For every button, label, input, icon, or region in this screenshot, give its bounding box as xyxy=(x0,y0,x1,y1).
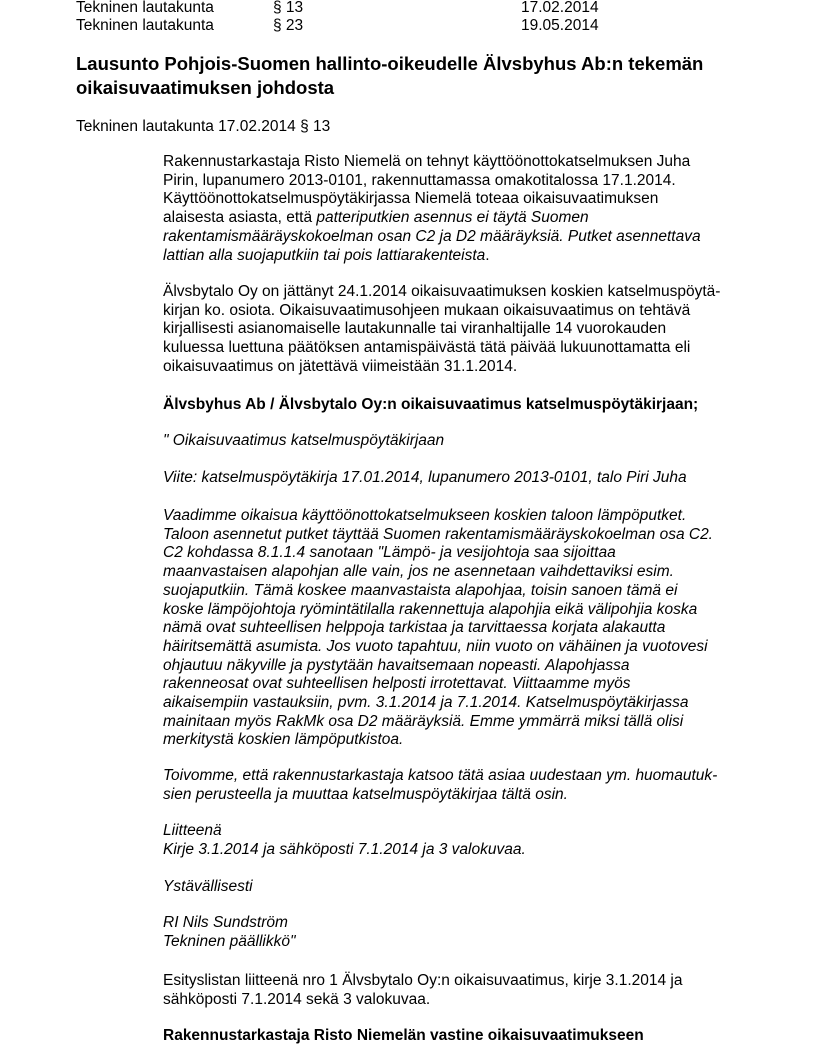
text-line: kirjallisesti asianomaiselle lautakunnalle tai viranhaltijalle 14 vuorokauden xyxy=(163,320,667,338)
text-line: aikaisempiin vastauksiin, pvm. 3.1.2014 ja 7.1.2014. Katselmuspöytäkirjassa xyxy=(163,694,689,712)
quote-title: " Oikaisuvaatimus katselmuspöytäkirjaan xyxy=(163,432,445,449)
text-line: oikaisuvaatimus on jätettävä viimeistään 31.1.2014. xyxy=(163,357,518,375)
signer-title: Tekninen päällikkö" xyxy=(163,932,296,950)
text-line: maanvastaisen alapohjan alle vain, jos ne asennetaan vaihdettaviksi esim. xyxy=(163,563,674,581)
text-line: Vaadimme oikaisua käyttöönottokatselmukseen koskien taloon lämpöputket. xyxy=(163,507,687,524)
paragraph-inspection xyxy=(163,153,701,265)
text-span: . xyxy=(485,246,490,264)
text-line: C2 kohdassa 8.1.1.4 sanotaan "Lämpö- ja vesijohtoja saa sijoittaa xyxy=(163,544,616,562)
attachment-label: Liitteenä xyxy=(163,822,222,839)
text-line: häiritsemättä asumista. Jos vuoto tapahtuu, niin vuoto on vähäinen ja vuotovesi xyxy=(163,637,708,655)
meeting-section: § 13 xyxy=(273,0,304,16)
attachment-text: Kirje 3.1.2014 ja sähköposti 7.1.2014 ja 3 valokuvaa. xyxy=(163,840,526,858)
meeting-body: Tekninen lautakunta xyxy=(76,17,214,34)
meeting-date: 17.02.2014 xyxy=(521,0,599,16)
text-line: koske lämpöjohtoja ryömintätilalla rakennettuja alapohjia eikä välipohjia koska xyxy=(163,600,698,618)
section-heading: Rakennustarkastaja Risto Niemelän vastine oikaisuvaatimukseen xyxy=(163,1027,644,1044)
text-line: nämä ovat suhteellisen helppoja tarkistaa ja tarvittaessa korjata alakautta xyxy=(163,619,666,637)
paragraph-agenda-attachment xyxy=(163,972,683,1009)
attachments xyxy=(163,822,526,859)
paragraph-claim xyxy=(163,507,713,750)
text-line: rakentamismääräyskokoelman osan C2 ja D2 määräyksiä. Putket asennettava xyxy=(163,227,701,245)
text-line: suojaputkiin. Tämä koskee maanvastaista alapohjaa, toisin sanoen tämä ei xyxy=(163,581,678,599)
reference-line: Viite: katselmuspöytäkirja 17.01.2014, lupanumero 2013-0101, talo Piri Juha xyxy=(163,469,687,486)
text-line: Rakennustarkastaja Risto Niemelä on tehnyt käyttöönottokatselmuksen Juha xyxy=(163,153,691,170)
meeting-body: Tekninen lautakunta xyxy=(76,0,214,16)
text-line: kirjan ko. osiota. Oikaisuvaatimusohjeen mukaan oikaisuvaatimus on tehtävä xyxy=(163,301,691,319)
greeting: Ystävällisesti xyxy=(163,878,253,895)
paragraph-request xyxy=(163,767,717,804)
text-line xyxy=(163,209,701,228)
title-line: oikaisuvaatimuksen johdosta xyxy=(76,77,335,98)
paragraph-appeal-deadline xyxy=(163,283,720,377)
text-line: sähköposti 7.1.2014 sekä 3 valokuvaa. xyxy=(163,990,431,1008)
signature xyxy=(163,914,295,951)
text-line: rakenneosat ovat suhteellisen helposti irrotettavat. Viittaamme myös xyxy=(163,675,631,693)
signer-name: RI Nils Sundström xyxy=(163,914,288,931)
title-line: Lausunto Pohjois-Suomen hallinto-oikeudelle Älvsbyhus Ab:n tekemän xyxy=(76,53,704,74)
text-line: kuluessa luettuna päätöksen antamispäivästä tätä päivää lukuunottamatta eli xyxy=(163,339,691,357)
meeting-reference: Tekninen lautakunta 17.02.2014 § 13 xyxy=(76,118,331,135)
text-line: sien perusteella ja muuttaa katselmuspöytäkirjaa tältä osin. xyxy=(163,785,568,803)
text-line: merkitystä koskien lämpöputkistoa. xyxy=(163,731,404,749)
text-line: Älvsbytalo Oy on jättänyt 24.1.2014 oikaisuvaatimuksen koskien katselmuspöytä- xyxy=(163,283,721,300)
meeting-date: 19.05.2014 xyxy=(521,17,599,34)
italic-span: lattian alla suojaputkiin tai pois lattiarakenteista xyxy=(163,246,486,264)
italic-span: patteriputkien asennus ei täytä Suomen xyxy=(316,209,589,227)
text-line: Käyttöönottokatselmuspöytäkirjassa Niemelä toteaa oikaisuvaatimuksen xyxy=(163,190,659,208)
text-line: Esityslistan liitteenä nro 1 Älvsbytalo Oy:n oikaisuvaatimus, kirje 3.1.2014 ja xyxy=(163,972,683,989)
text-line: Taloon asennetut putket täyttää Suomen rakentamismääräyskokoelman osa C2. xyxy=(163,525,713,543)
subheading: Älvsbyhus Ab / Älvsbytalo Oy:n oikaisuvaatimus katselmuspöytäkirjaan; xyxy=(163,396,699,413)
text-line: ohjautuu näkyville ja pystytään havaitsemaan nopeasti. Alapohjassa xyxy=(163,656,630,674)
text-line: Toivomme, että rakennustarkastaja katsoo tätä asiaa uudestaan ym. huomautuk- xyxy=(163,767,718,784)
text-span: alaisesta asiasta, että xyxy=(163,209,317,227)
text-line xyxy=(163,247,701,266)
meeting-section: § 23 xyxy=(273,17,304,34)
document-title xyxy=(76,52,703,100)
text-line: mainitaan myös RakMk osa D2 määräyksiä. Emme ymmärrä miksi tällä olisi xyxy=(163,712,684,730)
text-line: Pirin, lupanumero 2013-0101, rakennuttamassa omakotitalossa 17.1.2014. xyxy=(163,171,676,189)
